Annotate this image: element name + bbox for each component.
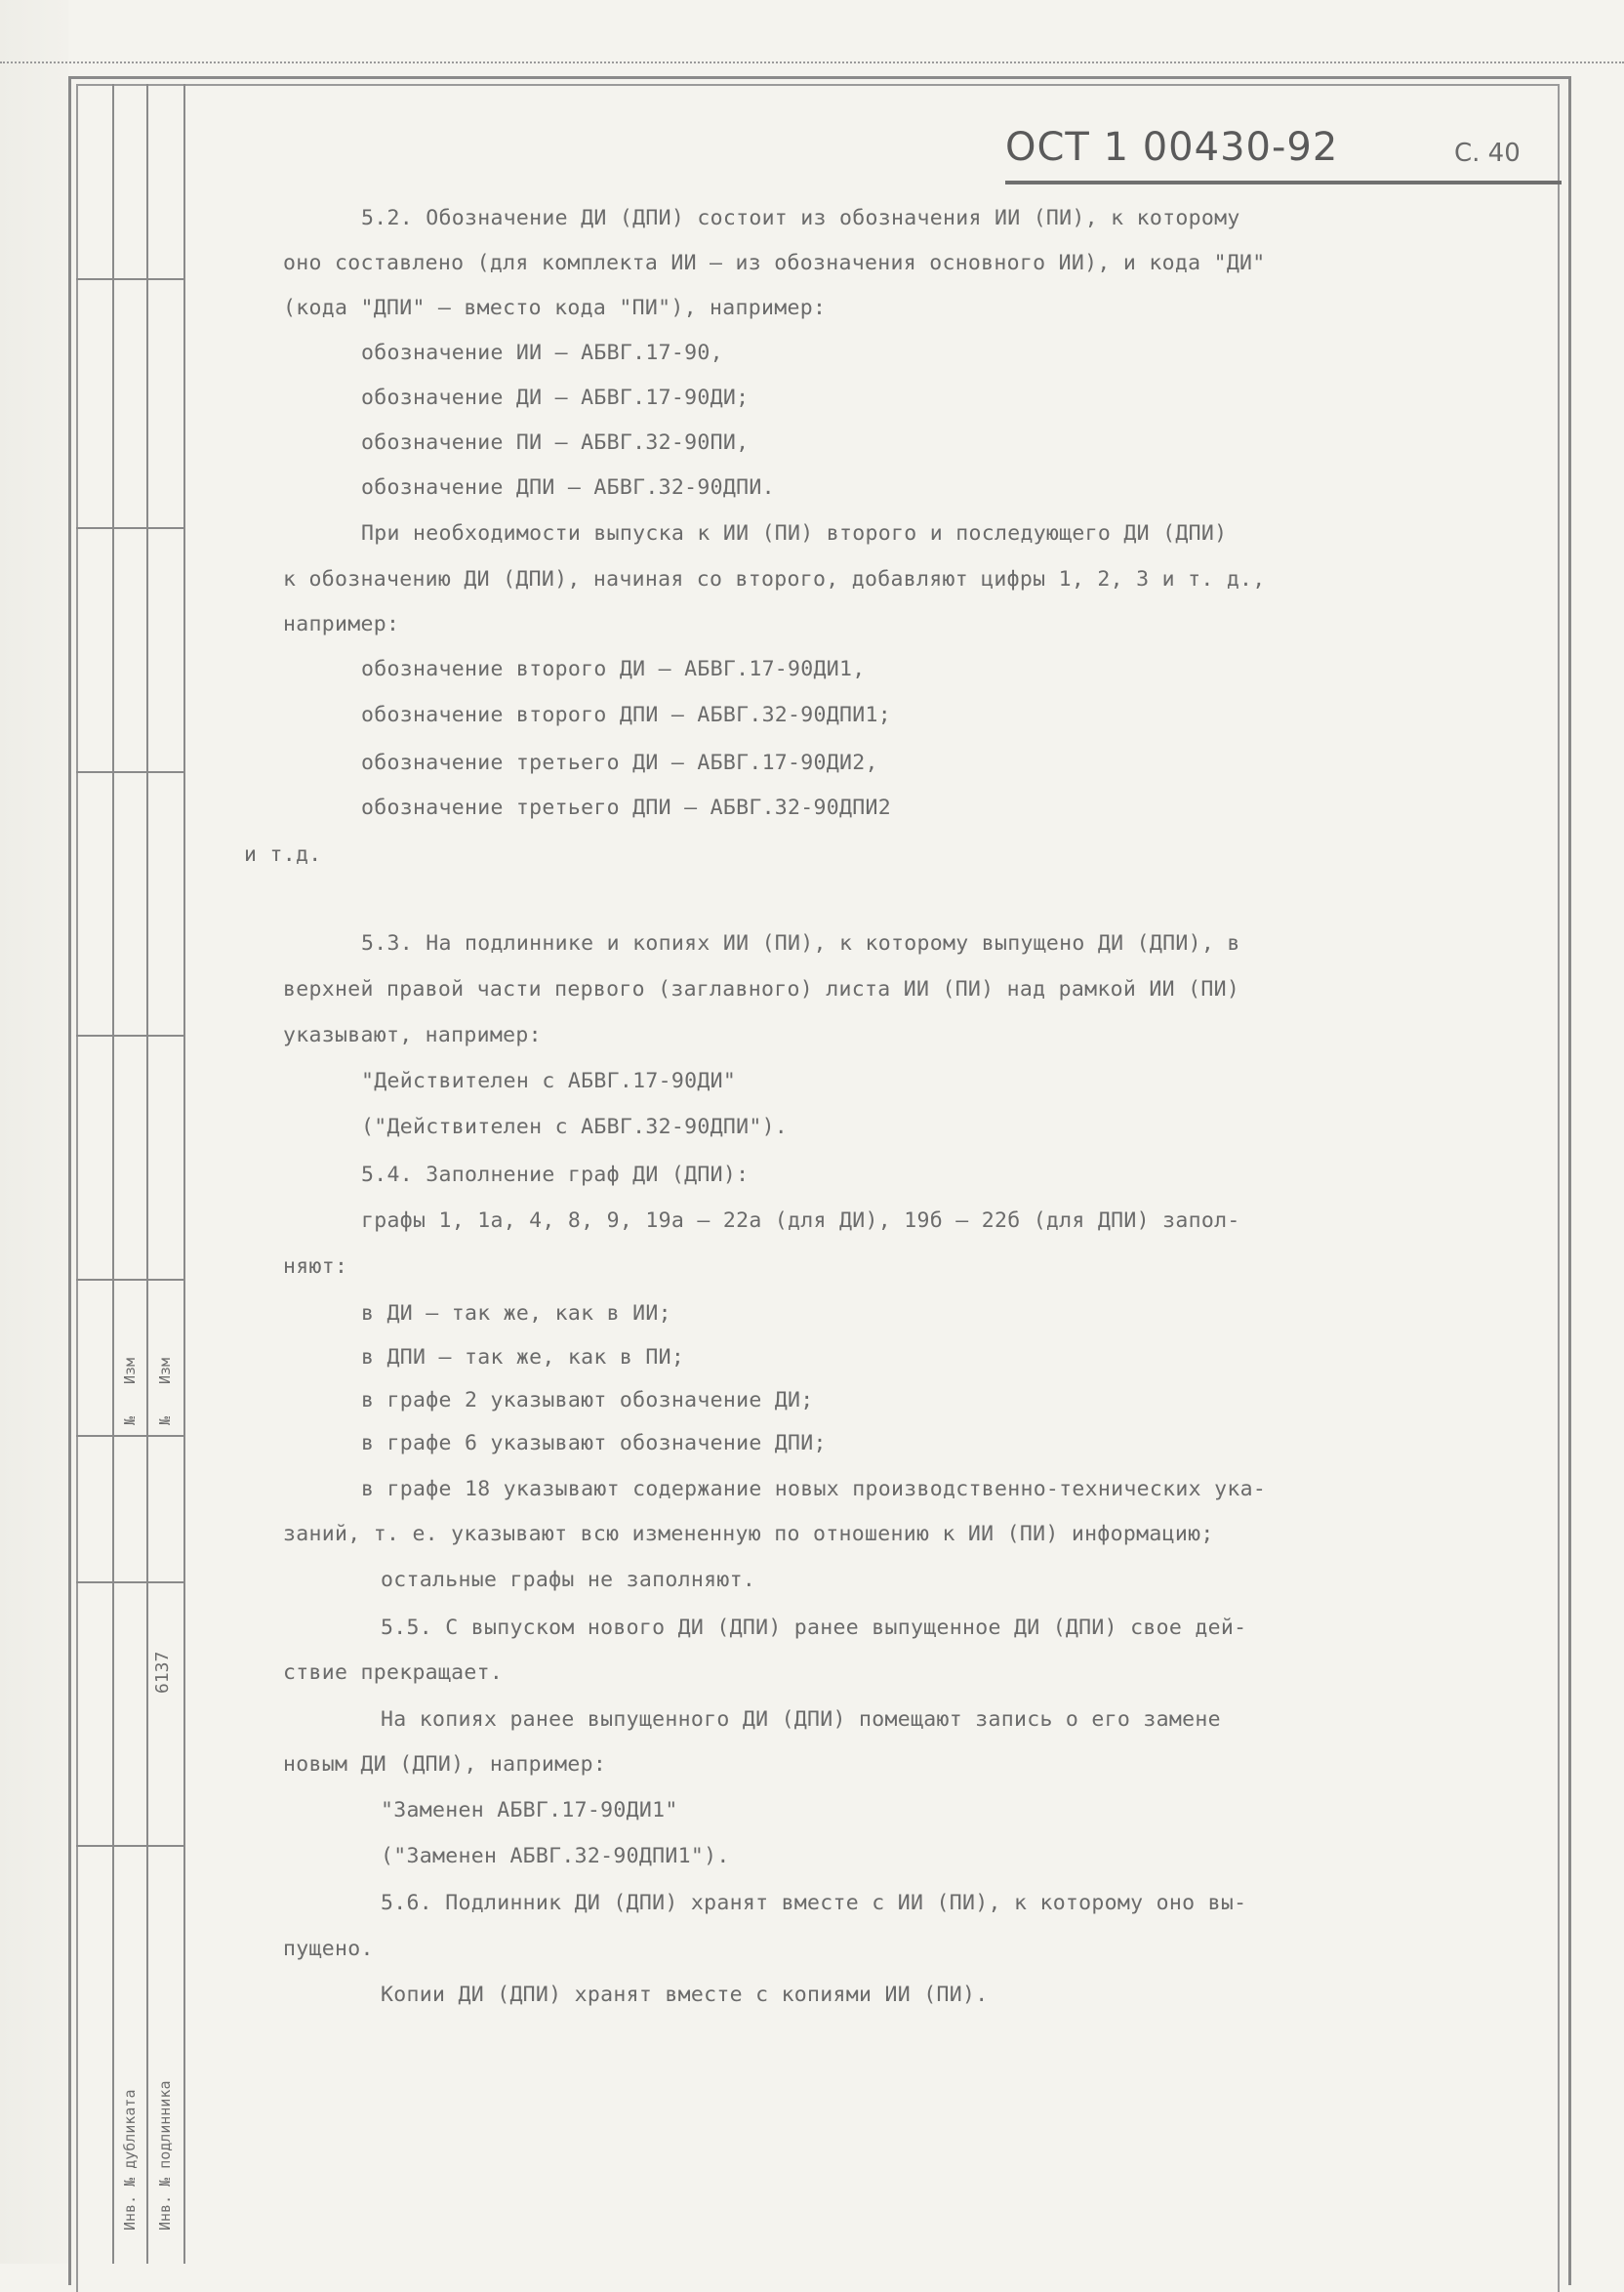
text-line: заний, т. е. указывают всю измененную по отношению к ИИ (ПИ) информацию; bbox=[283, 1522, 1214, 1546]
text-line: и т.д. bbox=[244, 842, 322, 867]
text-line: в графе 18 указывают содержание новых производственно-технических ука- bbox=[361, 1477, 1267, 1501]
stamp-izm: Изм bbox=[121, 1357, 139, 1384]
margin-divider bbox=[76, 1435, 183, 1437]
text-line: обозначение третьего ДИ – АБВГ.17-90ДИ2, bbox=[361, 751, 878, 775]
text-line: На копиях ранее выпущенного ДИ (ДПИ) помещают запись о его замене bbox=[381, 1707, 1221, 1732]
margin-column-line bbox=[183, 84, 185, 2264]
text-line: обозначение третьего ДПИ – АБВГ.32-90ДПИ2 bbox=[361, 796, 892, 820]
text-line: ствие прекращает. bbox=[283, 1660, 504, 1685]
text-line: оно составлено (для комплекта ИИ – из обозначения основного ИИ), и кода "ДИ" bbox=[283, 251, 1266, 275]
text-line: няют: bbox=[283, 1254, 348, 1279]
text-line: в ДИ – так же, как в ИИ; bbox=[361, 1301, 671, 1326]
margin-column-line bbox=[112, 84, 114, 2264]
text-line: 5.6. Подлинник ДИ (ДПИ) хранят вместе с ИИ (ПИ), к которому оно вы- bbox=[381, 1891, 1247, 1915]
text-line: новым ДИ (ДПИ), например: bbox=[283, 1752, 607, 1777]
margin-divider bbox=[76, 1279, 183, 1281]
page-number: С. 40 bbox=[1454, 139, 1521, 168]
text-line: обозначение ДИ – АБВГ.17-90ДИ; bbox=[361, 386, 750, 410]
text-line: "Заменен АБВГ.17-90ДИ1" bbox=[381, 1798, 678, 1822]
text-line: в ДПИ – так же, как в ПИ; bbox=[361, 1345, 685, 1370]
margin-divider bbox=[76, 527, 183, 529]
stamp-original-inventory: Инв. № подлинника bbox=[156, 2080, 174, 2231]
text-line: обозначение ИИ – АБВГ.17-90, bbox=[361, 341, 723, 365]
text-line: обозначение второго ДИ – АБВГ.17-90ДИ1, bbox=[361, 657, 866, 681]
text-line: остальные графы не заполняют. bbox=[381, 1568, 756, 1592]
margin-column-line bbox=[146, 84, 148, 2264]
page-edge bbox=[0, 0, 68, 2264]
stamp-duplicate-inventory: Инв. № дубликата bbox=[121, 2089, 139, 2231]
text-line: "Действителен с АБВГ.17-90ДИ" bbox=[361, 1069, 737, 1093]
text-line: 5.4. Заполнение граф ДИ (ДПИ): bbox=[361, 1163, 750, 1187]
document-code-underline bbox=[1005, 181, 1562, 184]
text-line: 5.3. На подлиннике и копиях ИИ (ПИ), к которому выпущено ДИ (ДПИ), в bbox=[361, 931, 1240, 956]
margin-divider bbox=[76, 1035, 183, 1037]
margin-divider bbox=[76, 1845, 183, 1847]
text-line: обозначение второго ДПИ – АБВГ.32-90ДПИ1; bbox=[361, 703, 892, 727]
text-line: При необходимости выпуска к ИИ (ПИ) второго и последующего ДИ (ДПИ) bbox=[361, 521, 1228, 546]
text-line: Копии ДИ (ДПИ) хранят вместе с копиями ИИ (ПИ). bbox=[381, 1983, 989, 2007]
text-line: в графе 2 указывают обозначение ДИ; bbox=[361, 1388, 814, 1412]
stamp-inventory-number: 6137 bbox=[152, 1651, 173, 1694]
text-line: пущено. bbox=[283, 1937, 374, 1961]
margin-divider bbox=[76, 771, 183, 773]
text-line: например: bbox=[283, 612, 400, 636]
text-line: 5.5. С выпуском нового ДИ (ДПИ) ранее выпущенное ДИ (ДПИ) свое дей- bbox=[381, 1616, 1247, 1640]
text-line: в графе 6 указывают обозначение ДПИ; bbox=[361, 1431, 827, 1455]
top-trim-line bbox=[0, 61, 1624, 63]
text-line: обозначение ПИ – АБВГ.32-90ПИ, bbox=[361, 430, 750, 455]
text-line: к обозначению ДИ (ДПИ), начиная со второго, добавляют цифры 1, 2, 3 и т. д., bbox=[283, 567, 1266, 592]
text-line: 5.2. Обозначение ДИ (ДПИ) состоит из обозначения ИИ (ПИ), к которому bbox=[361, 206, 1240, 230]
stamp-izm: Изм bbox=[156, 1357, 174, 1384]
text-line: верхней правой части первого (заглавного) листа ИИ (ПИ) над рамкой ИИ (ПИ) bbox=[283, 977, 1240, 1002]
stamp-number-sign: № bbox=[156, 1415, 174, 1425]
text-line: указывают, например: bbox=[283, 1023, 542, 1047]
text-line: ("Заменен АБВГ.32-90ДПИ1"). bbox=[381, 1844, 730, 1868]
margin-divider bbox=[76, 1581, 183, 1583]
margin-divider bbox=[76, 278, 183, 280]
text-line: (кода "ДПИ" – вместо кода "ПИ"), например: bbox=[283, 296, 827, 320]
text-line: графы 1, 1а, 4, 8, 9, 19а – 22а (для ДИ), 19б – 22б (для ДПИ) запол- bbox=[361, 1208, 1240, 1233]
text-line: ("Действителен с АБВГ.32-90ДПИ"). bbox=[361, 1115, 789, 1139]
stamp-number-sign: № bbox=[121, 1415, 139, 1425]
document-code: ОСТ 1 00430-92 bbox=[1005, 125, 1339, 170]
text-line: обозначение ДПИ – АБВГ.32-90ДПИ. bbox=[361, 475, 775, 500]
